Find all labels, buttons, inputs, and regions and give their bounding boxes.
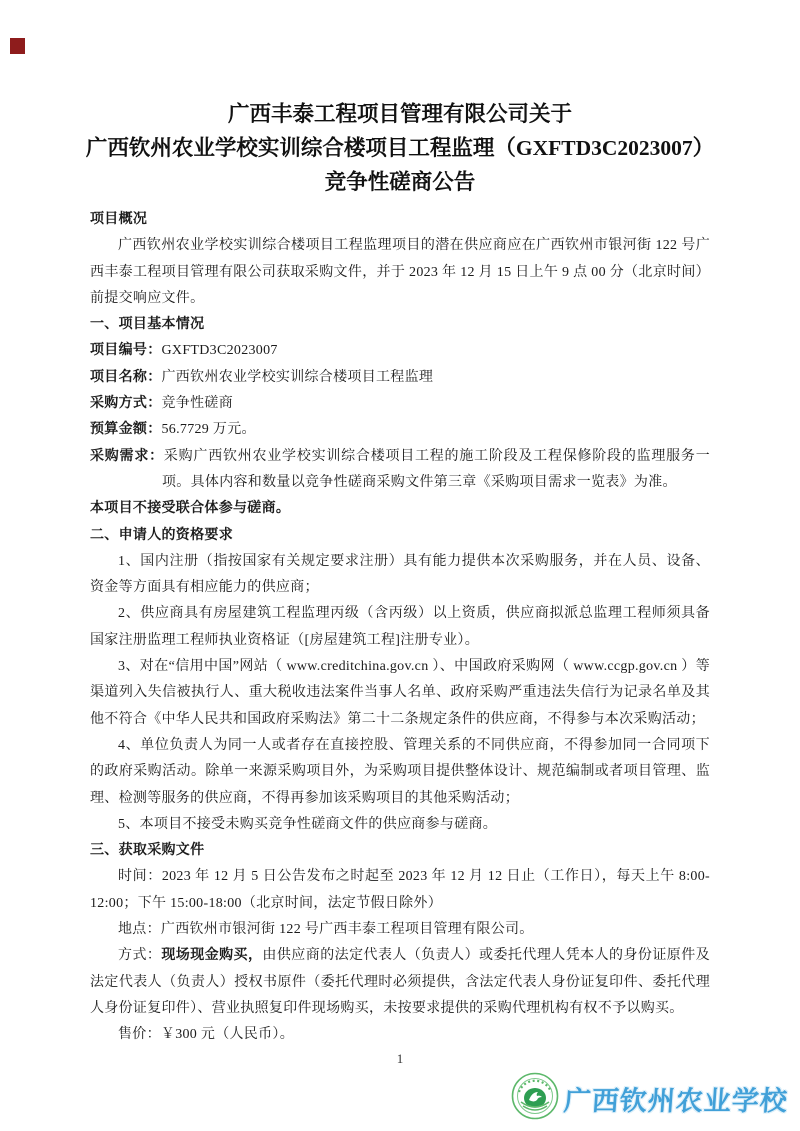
- section3-heading: 三、获取采购文件: [90, 843, 205, 859]
- field-value: 56.7729 万元。: [161, 422, 256, 438]
- qualification-item-5: 5、本项目不接受未购买竞争性磋商文件的供应商参与磋商。: [118, 816, 498, 832]
- section1-heading: 一、项目基本情况: [90, 317, 205, 333]
- section2-heading: 二、申请人的资格要求: [90, 527, 233, 543]
- document-title: [0, 0, 800, 199]
- title-line-1: 广西丰泰工程项目管理有限公司关于: [227, 102, 572, 126]
- field-label: 采购方式：: [90, 396, 162, 412]
- field-budget-amount: [90, 417, 710, 443]
- field-label: 项目编号：: [90, 343, 162, 359]
- field-label: 项目名称：: [90, 369, 162, 385]
- field-project-number: [90, 338, 710, 364]
- field-value: 广西钦州农业学校实训综合楼项目工程监理: [161, 369, 434, 385]
- document-method-paragraph: [90, 943, 710, 1022]
- red-stamp-mark: [10, 38, 25, 54]
- method-label: 方式：: [118, 948, 162, 964]
- no-consortium-statement: 本项目不接受联合体参与磋商。: [90, 501, 291, 517]
- field-value: 竞争性磋商: [161, 396, 233, 412]
- title-line-2: 广西钦州农业学校实训综合楼项目工程监理（GXFTD3C2023007）: [85, 136, 715, 160]
- document-body: [90, 207, 710, 1049]
- qualification-item-3: 3、对在“信用中国”网站（ www.creditchina.gov.cn ）、中国政府采购网（ www.ccgp.gov.cn ）等渠道列入失信被执行人、重大税收违法案件当事人名单、政府采购严重违法失信行为记录名单及其他不符合《中华人民共和国政府采购法》第二十二条规定条件的供应商，不得参与本次采购活动；: [90, 659, 710, 727]
- overview-heading: 项目概况: [90, 212, 148, 227]
- document-time-paragraph: 时间：2023 年 12 月 5 日公告发布之时起至 2023 年 12 月 12 日止（工作日），每天上午 8:00-12:00；下午 15:00-18:00（北京时间，法定节假日除外）: [90, 869, 710, 911]
- document-location-paragraph: 地点：广西钦州市银河街 122 号广西丰泰工程项目管理有限公司。: [118, 922, 534, 938]
- document-price-paragraph: 售价：￥300 元（人民币）。: [118, 1027, 294, 1043]
- school-name-text: 广西钦州农业学校: [562, 1086, 789, 1116]
- page-number: 1: [396, 1051, 404, 1066]
- overview-paragraph: 广西钦州农业学校实训综合楼项目工程监理项目的潜在供应商应在广西钦州市银河街 122 号广西丰泰工程项目管理有限公司获取采购文件，并于 2023 年 12 月 15 日上午 9 点 00 分（北京时间）前提交响应文件。: [90, 238, 710, 306]
- field-value: GXFTD3C2023007: [161, 343, 278, 359]
- field-project-name: [90, 365, 710, 391]
- field-procurement-demand: [90, 444, 710, 497]
- qualification-item-4: 4、单位负责人为同一人或者存在直接控股、管理关系的不同供应商，不得参加同一合同项下的政府采购活动。除单一来源采购项目外，为采购项目提供整体设计、规范编制或者项目管理、监理、检测等服务的供应商，不得再参加该采购项目的其他采购活动；: [90, 737, 710, 806]
- qualification-item-2: 2、供应商具有房屋建筑工程监理丙级（含丙级）以上资质，供应商拟派总监理工程师须具备国家注册监理工程师执业资格证（[房屋建筑工程]注册专业）。: [90, 606, 710, 648]
- field-label: 采购需求：: [90, 448, 164, 464]
- method-rest: 由供应商的法定代表人（负责人）或委托代理人凭本人的身份证原件及法定代表人（负责人）授权书原件（委托代理时必须提供，含法定代表人身份证复印件、委托代理人身份证复印件）、营业执照复印件现场购买，未按要求提供的采购代理机构有权不予以购买。: [90, 948, 710, 1016]
- field-procurement-method: [90, 391, 710, 417]
- field-value: 采购广西钦州农业学校实训综合楼项目工程的施工阶段及工程保修阶段的监理服务一项。具体内容和数量以竞争性磋商采购文件第三章《采购项目需求一览表》为准。: [162, 448, 710, 490]
- title-line-3: 竞争性磋商公告: [324, 170, 476, 194]
- qualification-item-1: 1、国内注册（指按国家有关规定要求注册）具有能力提供本次采购服务，并在人员、设备、资金等方面具有相应能力的供应商；: [90, 553, 710, 596]
- school-logo-icon: [511, 1072, 559, 1125]
- footer-brand: [511, 1072, 788, 1125]
- field-label: 预算金额：: [90, 422, 162, 438]
- method-bold-phrase: 现场现金购买，: [161, 948, 263, 964]
